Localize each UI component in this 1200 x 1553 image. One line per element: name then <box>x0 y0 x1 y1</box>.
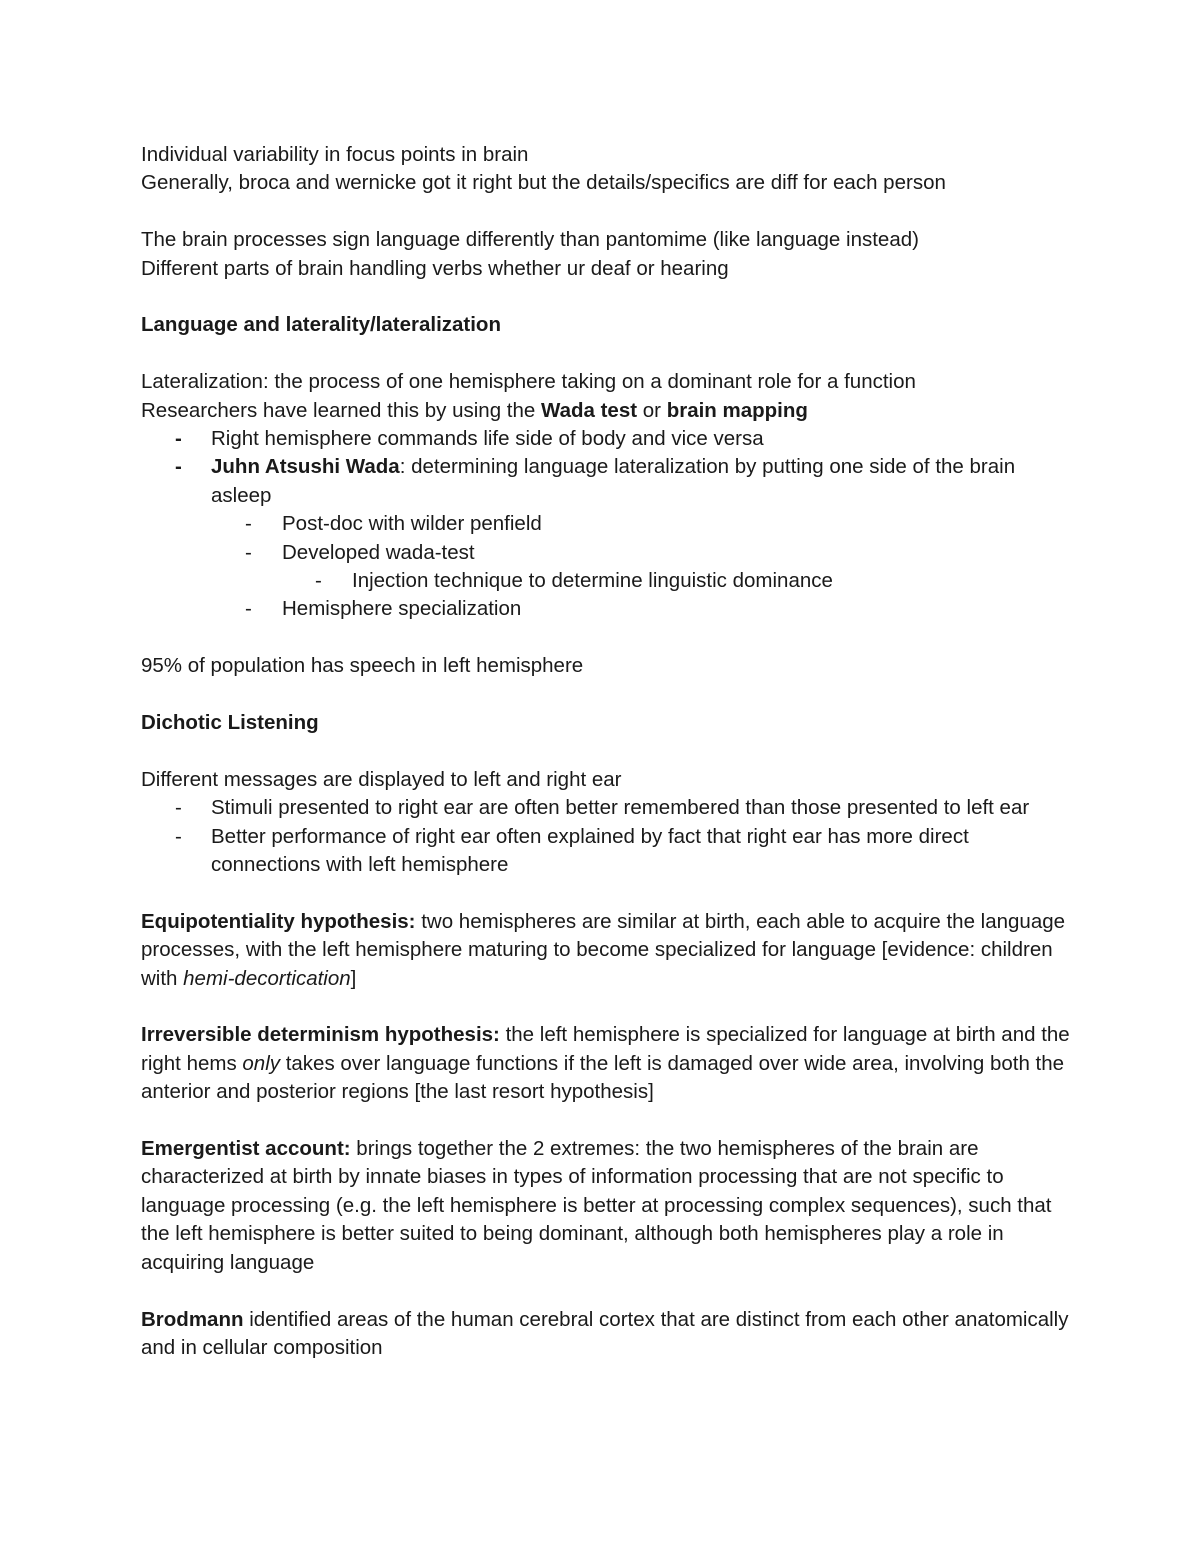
heading-dichotic-text: Dichotic Listening <box>141 711 319 735</box>
bullet-dash: - <box>175 824 182 848</box>
blank-line <box>141 340 1071 368</box>
list-item <box>141 510 1071 538</box>
list-item-text: Post-doc with wilder penfield <box>282 512 542 536</box>
irreversible-term: Irreversible determinism hypothesis: <box>141 1023 500 1047</box>
heading-laterality-text: Language and laterality/lateralization <box>141 313 501 337</box>
paragraph-equipotentiality <box>141 908 1071 993</box>
blank-line <box>141 283 1071 311</box>
list-item-text: : determining language lateralization by putting one side of the brain asleep <box>211 455 1016 507</box>
equipotentiality-end: ] <box>350 966 357 990</box>
emergentist-term: Emergentist account: <box>141 1137 351 1161</box>
blank-line <box>141 1107 1071 1135</box>
paragraph-broca-wernicke: Generally, broca and wernicke got it right but the details/specifics are diff for each person <box>141 171 946 195</box>
heading-dichotic <box>141 709 1071 737</box>
brodmann-term: Brodmann <box>141 1307 244 1331</box>
list-item-text: Better performance of right ear often explained by fact that right ear has more direct connections with left hemisphere <box>211 824 969 877</box>
blank-line <box>141 993 1071 1021</box>
blank-line <box>141 1277 1071 1305</box>
only-emphasis: only <box>242 1051 281 1075</box>
blank-line <box>141 198 1071 226</box>
paragraph-messages: Different messages are displayed to left and right ear <box>141 767 622 791</box>
list-item <box>141 567 1071 595</box>
list-item <box>141 595 1071 623</box>
irreversible-text-2: takes over language functions if the left is damaged over wide area, involving both the anterior and posterior regions [the last resort hypothesis] <box>141 1051 1065 1104</box>
hemi-decortication-term: hemi-decortication <box>183 966 351 990</box>
brodmann-text: identified areas of the human cerebral cortex that are distinct from each other anatomically and in cellular composition <box>141 1307 1069 1359</box>
list-item <box>141 539 1071 567</box>
list-item-text: Right hemisphere commands life side of body and vice versa <box>211 427 764 451</box>
list-item-text: Developed wada-test <box>282 540 475 564</box>
paragraph-variability: Individual variability in focus points in brain <box>141 143 529 166</box>
blank-line <box>141 879 1071 907</box>
heading-laterality <box>141 311 1071 339</box>
or-text: or <box>637 398 667 422</box>
bullet-dash: - <box>175 455 182 479</box>
list-item <box>141 453 1071 510</box>
list-item-text: Stimuli presented to right ear are often better remembered than those presented to left ear <box>211 796 1030 820</box>
paragraph-population: 95% of population has speech in left hemisphere <box>141 654 584 678</box>
bullet-dash: - <box>175 427 182 451</box>
bullet-dash: - <box>245 597 252 621</box>
paragraph-brodmann <box>141 1306 1071 1363</box>
paragraph-emergentist <box>141 1135 1071 1277</box>
bullet-dash: - <box>175 796 182 820</box>
list-item-text: Hemisphere specialization <box>282 597 522 621</box>
irreversible-text-1: the left hemisphere is specialized for language at birth and the right hems <box>141 1023 1070 1075</box>
wada-test-term: Wada test <box>540 398 638 422</box>
paragraph-verbs: Different parts of brain handling verbs whether ur deaf or hearing <box>141 256 729 280</box>
paragraph-irreversible <box>141 1021 1071 1106</box>
brain-mapping-term: brain mapping <box>666 398 808 422</box>
list-item <box>141 794 1071 822</box>
blank-line <box>141 681 1071 709</box>
bullet-dash: - <box>245 540 252 564</box>
equipotentiality-text: two hemispheres are similar at birth, each able to acquire the language processes, with the left hemisphere maturing to become specialized for language [evidence: children with <box>141 909 1066 990</box>
list-item-text: Injection technique to determine linguistic dominance <box>352 569 833 593</box>
blank-line <box>141 737 1071 765</box>
emergentist-text: brings together the 2 extremes: the two hemispheres of the brain are characterized at birth by innate biases in types of information processing that are not specific to language processing (e.g. the left hemisphere is better at processing complex sequences), such that the left hemisphere is better suited to being dominant, although both hemispheres play a role in acquiring language <box>141 1137 1052 1274</box>
blank-line <box>141 624 1071 652</box>
paragraph-sign-language: The brain processes sign language differently than pantomime (like language instead) <box>141 228 919 252</box>
list-item <box>141 823 1071 880</box>
wada-name: Juhn Atsushi Wada <box>211 455 400 479</box>
document-page <box>141 141 1071 1362</box>
researchers-text: Researchers have learned this by using the <box>141 398 541 422</box>
bullet-dash: - <box>315 569 322 593</box>
equipotentiality-term: Equipotentiality hypothesis: <box>141 909 416 933</box>
paragraph-researchers <box>141 397 1071 425</box>
list-item <box>141 425 1071 453</box>
bullet-dash: - <box>245 512 252 536</box>
paragraph-lateralization-definition: Lateralization: the process of one hemisphere taking on a dominant role for a function <box>141 370 916 394</box>
